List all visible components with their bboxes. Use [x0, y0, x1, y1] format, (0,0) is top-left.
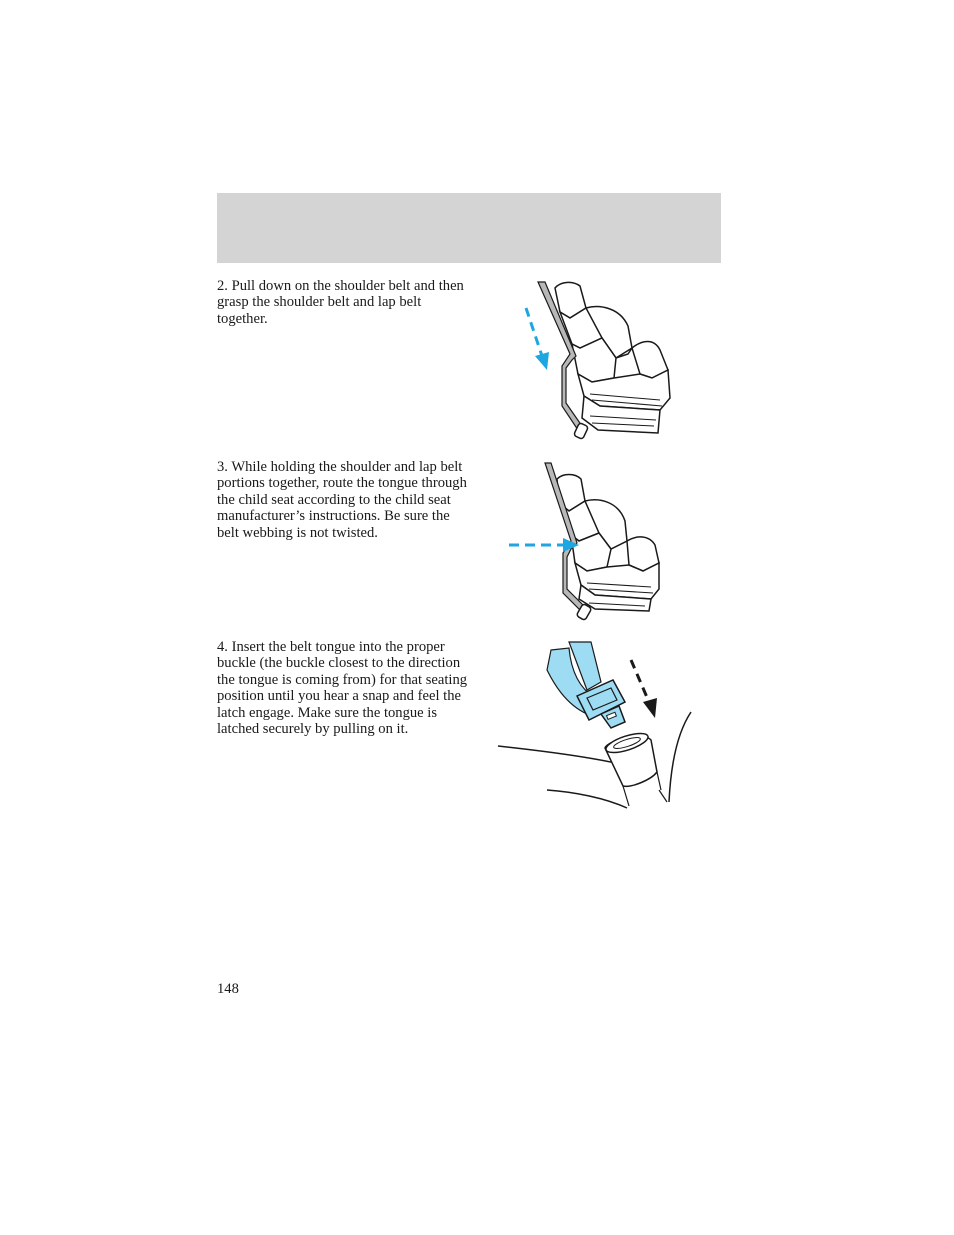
child-seat-belt-routing-icon — [505, 459, 670, 624]
step-4-text: 4. Insert the belt tongue into the proper buckle (the buckle closest to the direction the tongue is coming from) for that seating position until you hear a snap and feel the latch engage. Make sure the tongue is latched securely by pulling on it. — [217, 639, 468, 738]
page-number: 148 — [217, 981, 239, 997]
belt-tongue-buckle-insert-icon — [495, 640, 700, 812]
section-header-band — [217, 193, 721, 263]
child-seat-shoulder-belt-pull-icon — [520, 278, 675, 443]
step-2-text: 2. Pull down on the shoulder belt and then grasp the shoulder belt and lap belt together. — [217, 278, 464, 327]
step-3-text: 3. While holding the shoulder and lap belt portions together, route the tongue through the child seat according to the child seat manufacturer’s instructions. Be sure the belt webbing is not twisted. — [217, 459, 467, 541]
